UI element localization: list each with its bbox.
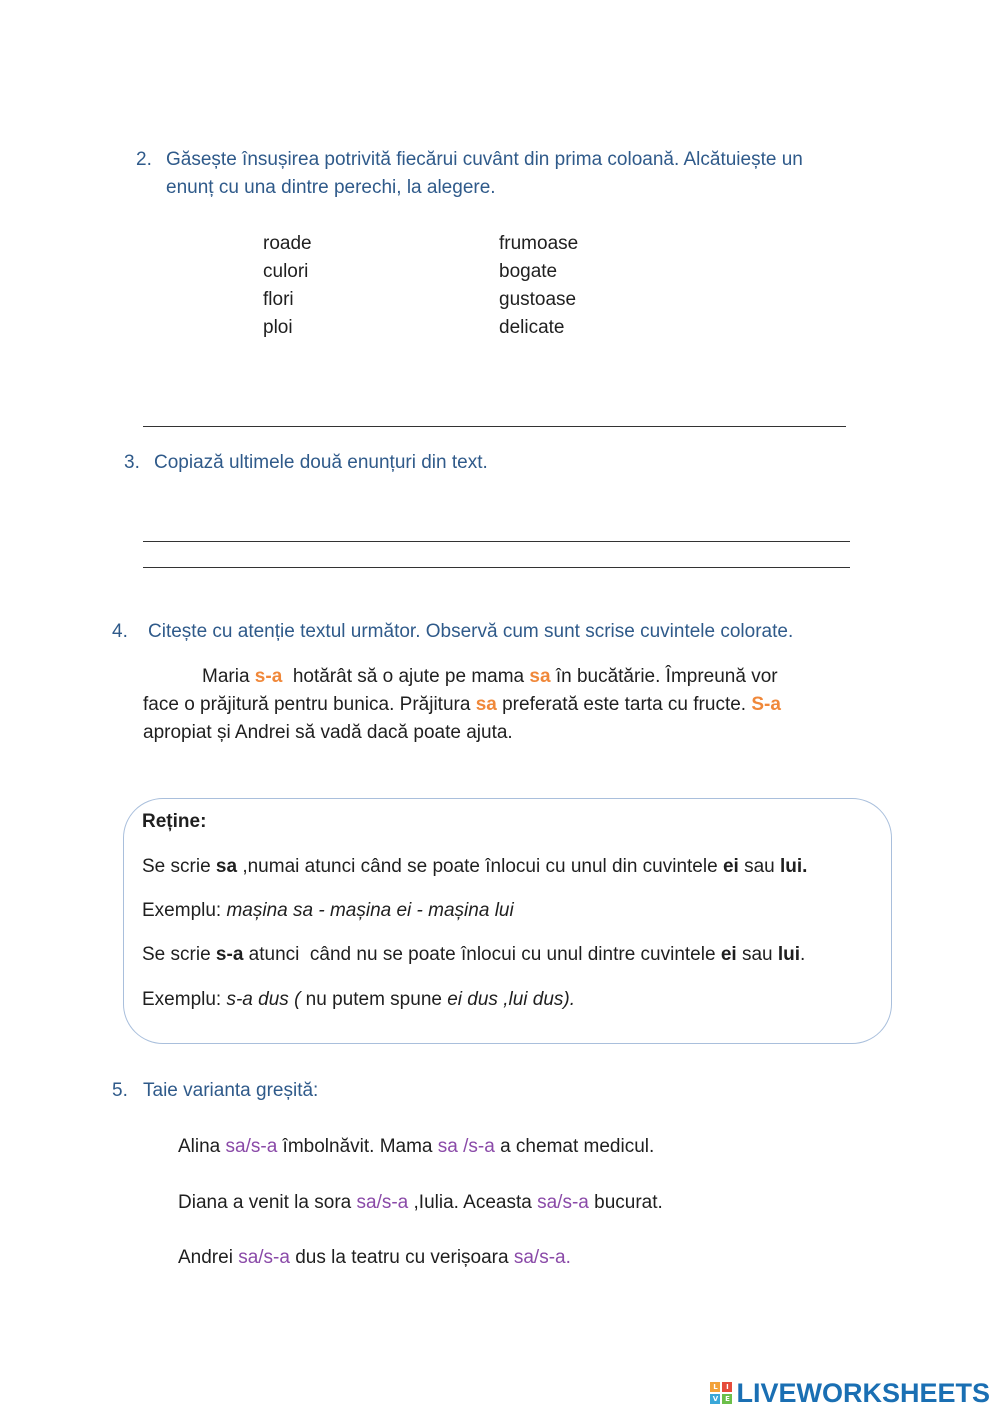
q4-number: 4. — [112, 621, 128, 642]
text-segment: sau — [738, 856, 780, 877]
logo-mark-icon — [710, 1382, 732, 1404]
text-segment: Se scrie — [142, 856, 216, 877]
choice-sa-s-a[interactable]: sa/s-a — [537, 1192, 589, 1213]
retine-title: Reține: — [142, 811, 207, 832]
adjective-column — [499, 230, 578, 342]
q5-number: 5. — [112, 1080, 128, 1101]
choice-sa-s-a[interactable]: sa/s-a — [225, 1136, 278, 1157]
adjective-item: frumoase — [499, 233, 579, 254]
text-segment: nu putem spune — [300, 989, 448, 1010]
bold-sa: sa — [215, 856, 238, 877]
noun-item: culori — [263, 261, 309, 282]
highlight-s-a: s-a — [254, 666, 283, 687]
noun-item: roade — [263, 233, 312, 254]
text-segment: Maria — [202, 666, 255, 687]
q3-instruction: Copiază ultimele două enunțuri din text. — [154, 452, 488, 473]
example-label: Exemplu: — [142, 989, 227, 1010]
text-segment: ,Iulia. Aceasta — [408, 1192, 538, 1213]
example-text: ei dus ,lui dus). — [447, 989, 576, 1010]
logo-tile: L — [710, 1382, 720, 1392]
choice-sa-s-a[interactable]: sa /s-a — [437, 1136, 495, 1157]
choice-sa-s-a[interactable]: sa/s-a — [238, 1247, 290, 1268]
rule-sa — [142, 854, 807, 880]
q2-answer-line[interactable] — [143, 426, 846, 427]
noun-item: flori — [263, 289, 294, 310]
q3-number: 3. — [124, 452, 140, 473]
highlight-sa: sa — [529, 666, 551, 687]
text-segment: a chemat medicul. — [494, 1136, 655, 1157]
rule-s-a — [142, 942, 805, 968]
bold-ei: ei — [720, 944, 737, 965]
text-segment: sau — [736, 944, 778, 965]
text-segment: în bucătărie. Împreună vor — [550, 666, 778, 687]
text-segment: Andrei — [178, 1247, 239, 1268]
q5-sentence-1 — [178, 1133, 654, 1161]
bold-s-a: s-a — [215, 944, 244, 965]
liveworksheets-logo — [710, 1378, 990, 1408]
q3-answer-line-1[interactable] — [143, 541, 850, 542]
q4-text-line1 — [202, 663, 778, 691]
logo-tile: I — [722, 1382, 732, 1392]
adjective-item: bogate — [499, 261, 558, 282]
adjective-item: delicate — [499, 317, 565, 338]
example-text: mașina sa - mașina ei - mașina lui — [226, 900, 514, 921]
text-segment: ,numai atunci când se poate înlocui cu unul din cuvintele — [237, 856, 723, 877]
text-segment: Se scrie — [142, 944, 216, 965]
q4-text-line3: apropiat și Andrei să vadă dacă poate ajuta. — [143, 722, 513, 743]
text-segment: Alina — [178, 1136, 226, 1157]
text-segment: face o prăjitură pentru bunica. Prăjitura — [143, 694, 476, 715]
noun-column — [263, 230, 312, 342]
logo-text: LIVEWORKSHEETS — [736, 1377, 990, 1408]
text-segment: îmbolnăvit. Mama — [277, 1136, 438, 1157]
q2-instruction-line1: Găsește însușirea potrivită fiecărui cuvânt din prima coloană. Alcătuiește un — [166, 149, 803, 170]
q4-text-line2 — [143, 691, 781, 719]
choice-sa-s-a[interactable]: sa/s-a — [356, 1192, 409, 1213]
q2-number: 2. — [136, 149, 152, 170]
example-text: s-a dus ( — [226, 989, 301, 1010]
highlight-sa: sa — [475, 694, 497, 715]
text-segment: atunci când nu se poate înlocui cu unul dintre cuvintele — [243, 944, 721, 965]
text-segment: dus la teatru cu verișoara — [289, 1247, 514, 1268]
example-label: Exemplu: — [142, 900, 227, 921]
text-segment: preferată este tarta cu fructe. — [496, 694, 752, 715]
adjective-item: gustoase — [499, 289, 577, 310]
highlight-s-a: S-a — [751, 694, 781, 715]
text-segment: hotărât să o ajute pe mama — [282, 666, 530, 687]
q5-instruction: Taie varianta greșită: — [143, 1080, 319, 1101]
example-s-a — [142, 987, 575, 1013]
text-segment: . — [800, 944, 806, 965]
q2-instruction-line2: enunț cu una dintre perechi, la alegere. — [166, 177, 496, 198]
logo-tile: V — [710, 1394, 720, 1404]
noun-item: ploi — [263, 317, 293, 338]
choice-sa-s-a[interactable]: sa/s-a. — [513, 1247, 571, 1268]
text-segment: Diana a venit la sora — [178, 1192, 357, 1213]
q5-sentence-2 — [178, 1189, 663, 1217]
q3-answer-line-2[interactable] — [143, 567, 850, 568]
bold-lui: lui. — [780, 856, 808, 877]
bold-ei: ei — [722, 856, 739, 877]
text-segment: bucurat. — [588, 1192, 663, 1213]
example-sa — [142, 898, 514, 924]
q4-instruction: Citește cu atenție textul următor. Observă cum sunt scrise cuvintele colorate. — [148, 621, 794, 642]
q5-sentence-3 — [178, 1244, 571, 1272]
retine-box — [123, 798, 892, 1044]
bold-lui: lui — [777, 944, 801, 965]
logo-tile: E — [722, 1394, 732, 1404]
